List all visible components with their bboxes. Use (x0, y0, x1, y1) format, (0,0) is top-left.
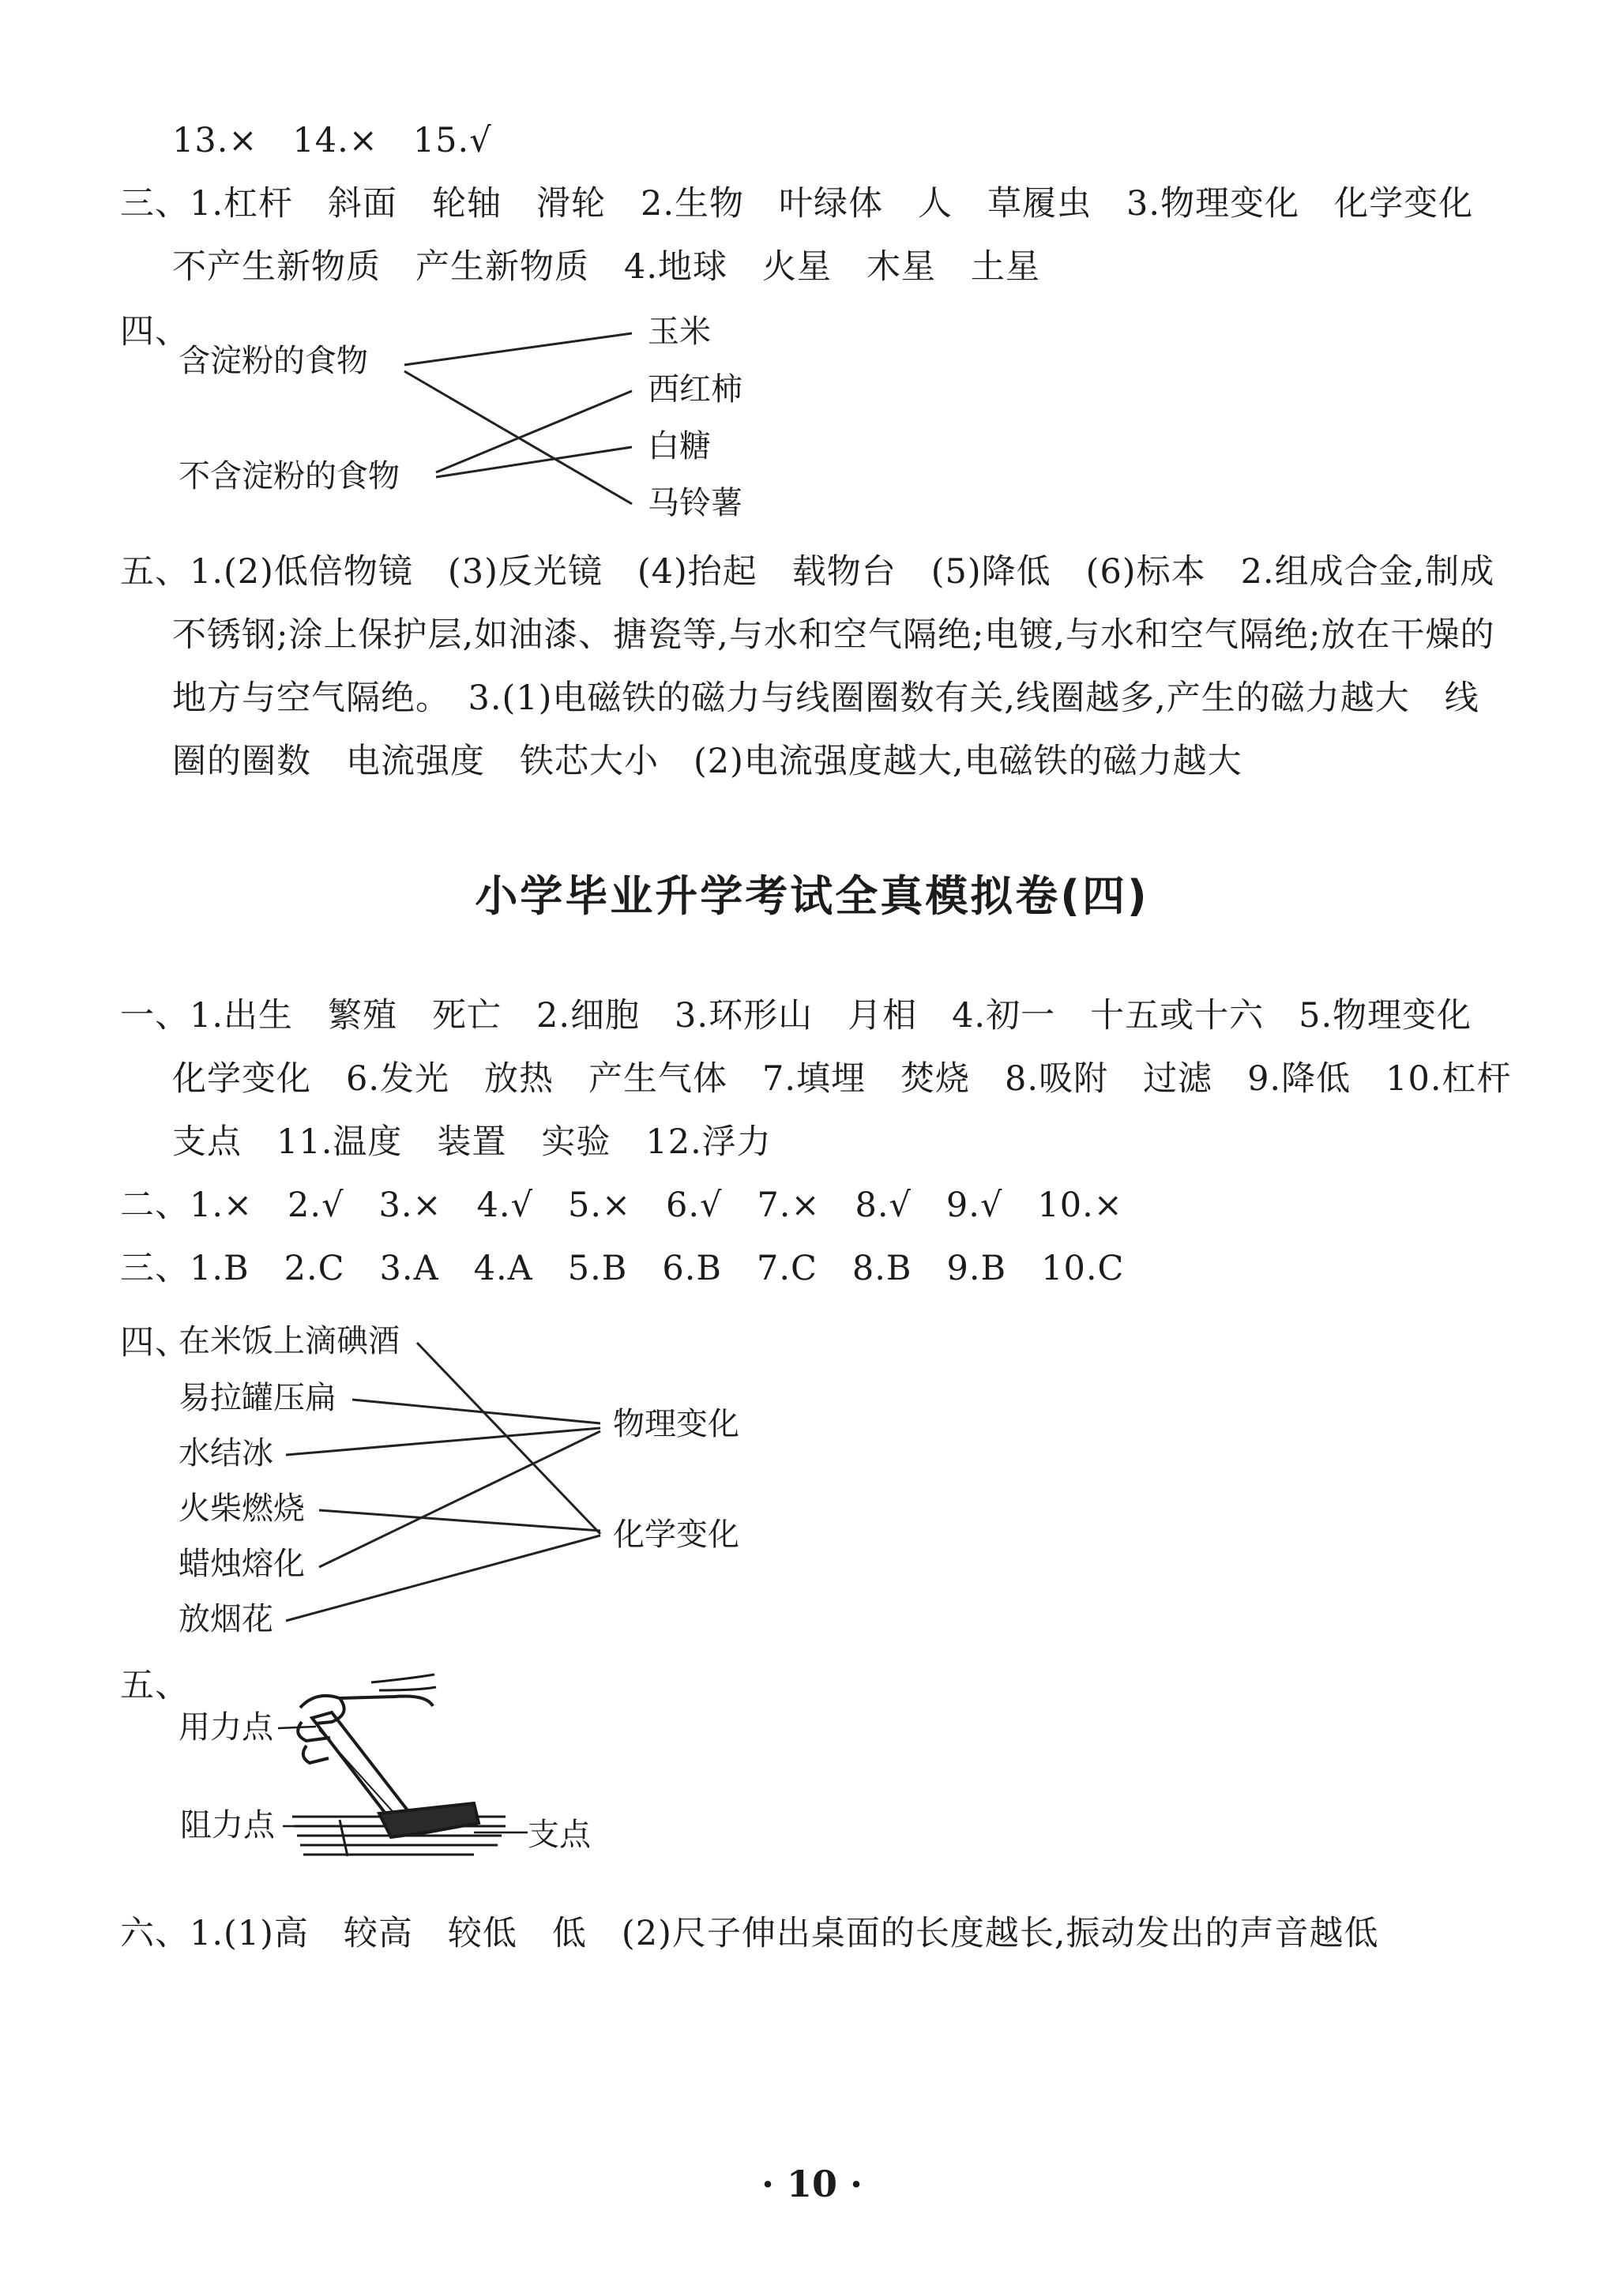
part-er-line: 二、1.× 2.√ 3.× 4.√ 5.× 6.√ 7.× 8.√ 9.√ 10.× (120, 1186, 1123, 1225)
part-yi-line-2: 化学变化 6.发光 放热 产生气体 7.填埋 焚烧 8.吸附 过滤 9.降低 10.杠杆 (172, 1059, 1512, 1099)
section-san-line-1: 三、1.杠杆 斜面 轮轴 滑轮 2.生物 叶绿体 人 草履虫 3.物理变化 化学变化 (120, 184, 1474, 224)
lever-label-fulcrum: 支点 (528, 1817, 591, 1853)
change-left-fireworks: 放烟花 (179, 1601, 273, 1637)
matching-right-tomato: 西红柿 (648, 371, 742, 408)
page-number: · 10 · (761, 2163, 863, 2205)
part-wu-marker: 五、 (120, 1666, 190, 1705)
matching-right-sugar: 白糖 (648, 428, 711, 464)
change-left-match-burn: 火柴燃烧 (179, 1490, 305, 1527)
change-left-can-crush: 易拉罐压扁 (179, 1380, 336, 1416)
matching-left-starch: 含淀粉的食物 (179, 343, 368, 379)
connector-starch-corn (404, 333, 632, 365)
lever-label-effort-point: 用力点 (179, 1709, 273, 1746)
section-wu-line-2: 不锈钢;涂上保护层,如油漆、搪瓷等,与水和空气隔绝;电镀,与水和空气隔绝;放在干燥的 (172, 615, 1495, 655)
matching-right-potato: 马铃薯 (648, 485, 742, 521)
change-left-water-freeze: 水结冰 (179, 1435, 273, 1472)
connector-nostarch-tomato (436, 391, 632, 472)
change-left-candle-melt: 蜡烛熔化 (179, 1546, 305, 1582)
part-yi-line-3: 支点 11.温度 装置 实验 12.浮力 (172, 1122, 772, 1162)
change-left-rice-iodine: 在米饭上滴碘酒 (179, 1323, 400, 1359)
answer-line-13-15: 13.× 14.× 15.√ (172, 121, 492, 160)
section-si-marker: 四、 (120, 312, 190, 351)
change-right-physical: 物理变化 (613, 1406, 739, 1442)
change-right-chemical: 化学变化 (613, 1517, 739, 1553)
connector-water-physical (286, 1428, 600, 1455)
part-liu-line: 六、1.(1)高 较高 较低 低 (2)尺子伸出桌面的长度越长,振动发出的声音越低 (120, 1914, 1379, 1953)
lever-label-resistance-point: 阻力点 (180, 1807, 275, 1844)
connector-fireworks-chemical (286, 1535, 600, 1621)
matching-right-corn: 玉米 (648, 314, 711, 350)
connector-match-chemical (319, 1510, 600, 1531)
section-title: 小学毕业升学考试全真模拟卷(四) (475, 871, 1149, 921)
section-wu-line-1: 五、1.(2)低倍物镜 (3)反光镜 (4)抬起 载物台 (5)降低 (6)标本 2.组成合金,制成 (120, 552, 1495, 592)
part-yi-line-1: 一、1.出生 繁殖 死亡 2.细胞 3.环形山 月相 4.初一 十五或十六 5.物理变化 (120, 996, 1472, 1036)
section-wu-line-3: 地方与空气隔绝。 3.(1)电磁铁的磁力与线圈圈数有关,线圈越多,产生的磁力越大 线 (172, 678, 1479, 718)
part-si-marker: 四、 (120, 1323, 190, 1362)
leader-effort (278, 1727, 316, 1728)
lever-illustration (278, 1674, 528, 1856)
part-san-line: 三、1.B 2.C 3.A 4.A 5.B 6.B 7.C 8.B 9.B 10.C (120, 1249, 1125, 1288)
matching-left-no-starch: 不含淀粉的食物 (179, 458, 400, 494)
section-san-line-2: 不产生新物质 产生新物质 4.地球 火星 木星 土星 (172, 247, 1041, 287)
connector-nostarch-sugar (436, 447, 632, 477)
section-wu-line-4: 圈的圈数 电流强度 铁芯大小 (2)电流强度越大,电磁铁的磁力越大 (172, 742, 1242, 781)
